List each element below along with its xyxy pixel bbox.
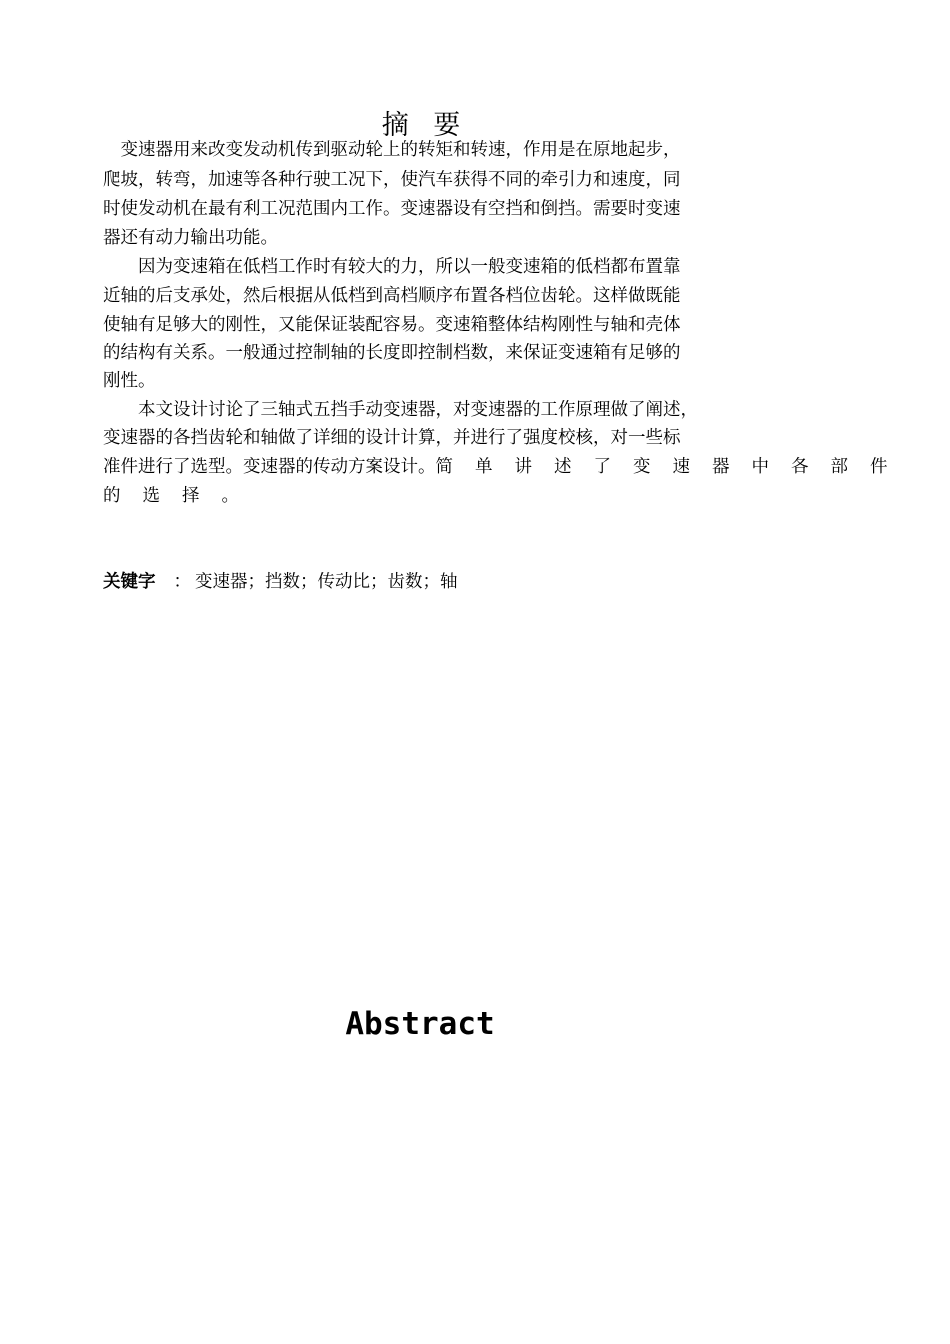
keywords-label: 关键字 <box>103 572 156 592</box>
abstract-line: 因为变速箱在低档工作时有较大的力，所以一般变速箱的低档都布置靠 <box>103 257 681 277</box>
abstract-line: 的结构有关系。一般通过控制轴的长度即控制档数，来保证变速箱有足够的 <box>103 343 681 363</box>
keywords-line <box>103 567 458 597</box>
abstract-line: 刚性。 <box>103 371 156 391</box>
abstract-line: 爬坡，转弯，加速等各种行驶工况下，使汽车获得不同的牵引力和速度，同 <box>103 170 681 190</box>
abstract-line: 时使发动机在最有利工况范围内工作。变速器设有空挡和倒挡。需要时变速 <box>103 199 681 219</box>
abstract-line-part: 准件进行了选型。变速器的传动方案设计。 <box>103 457 436 477</box>
abstract-title-cn: 摘 要 <box>381 110 469 141</box>
abstract-line: 变速器的各挡齿轮和轴做了详细的设计计算，并进行了强度校核，对一些标 <box>103 428 681 448</box>
keywords-separator: ： <box>173 572 191 592</box>
abstract-line: 使轴有足够大的刚性，又能保证装配容易。变速箱整体结构刚性与轴和壳体 <box>103 315 681 335</box>
keywords-value: 变速器；挡数；传动比；齿数；轴 <box>195 572 458 592</box>
abstract-line: 的选择。 <box>103 486 261 506</box>
abstract-line: 本文设计讨论了三轴式五挡手动变速器，对变速器的工作原理做了阐述， <box>103 400 698 420</box>
abstract-title-en: Abstract <box>345 1006 495 1042</box>
abstract-line <box>103 452 910 482</box>
abstract-line-spread: 简单讲述了变速器中各部件 <box>435 457 910 477</box>
abstract-line: 近轴的后支承处，然后根据从低档到高档顺序布置各档位齿轮。这样做既能 <box>103 286 681 306</box>
abstract-line: 变速器用来改变发动机传到驱动轮上的转矩和转速，作用是在原地起步， <box>103 140 681 160</box>
abstract-line: 器还有动力输出功能。 <box>103 228 278 248</box>
